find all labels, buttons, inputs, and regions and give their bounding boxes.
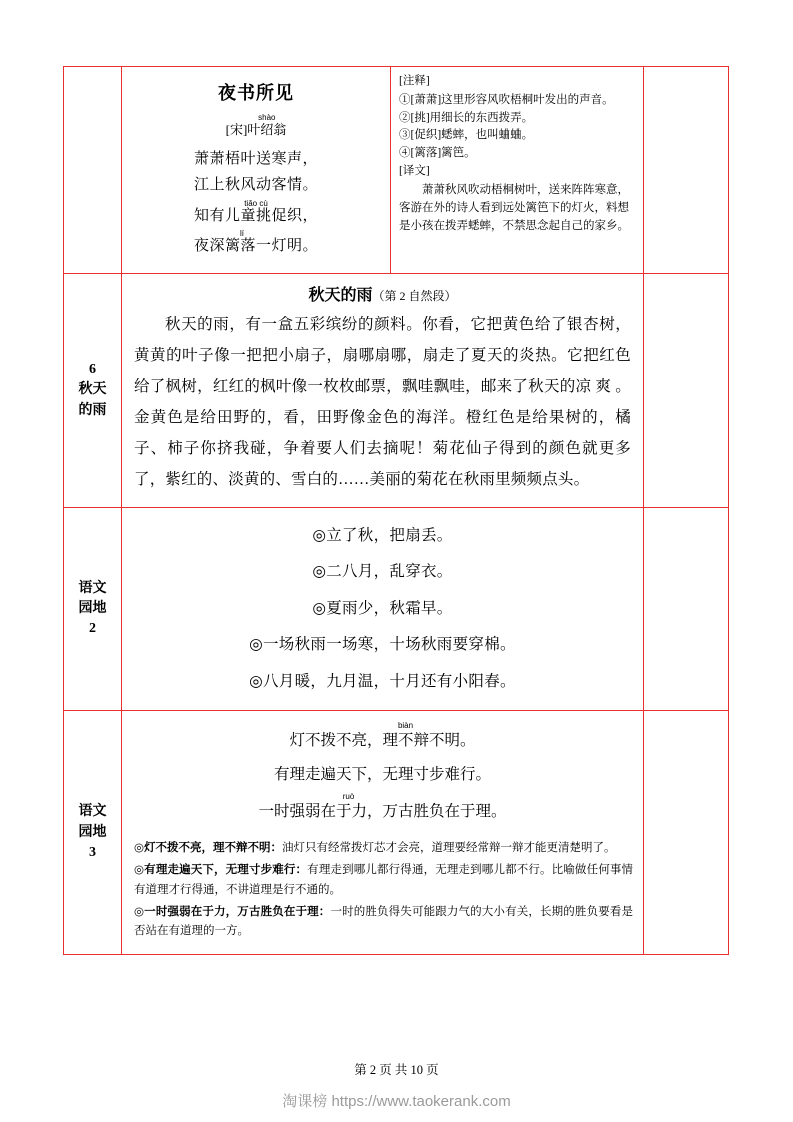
saying-line-with-pinyin: biàn 灯不拨不亮，理不辩不明。	[134, 721, 631, 758]
content-table	[63, 66, 729, 955]
proverb-line: ◎二八月，乱穿衣。	[312, 563, 453, 581]
row-label-line: 2	[89, 621, 96, 637]
explanation-item	[134, 903, 633, 943]
table-row	[64, 711, 729, 955]
table-row	[64, 67, 729, 274]
proverb-line: ◎一场秋雨一场寒，十场秋雨要穿棉。	[249, 636, 516, 654]
poem-line-with-pinyin: tiǎo cù 知有儿童挑促织，	[126, 199, 386, 229]
watermark: 淘课榜 https://www.taokerank.com	[282, 1093, 511, 1110]
saying-line-with-pinyin: ruò 一时强弱在于力，万古胜负在于理。	[134, 792, 631, 829]
poem-text-area	[122, 67, 390, 273]
autumn-rain-cell	[122, 274, 644, 508]
row-note-cell-1	[644, 67, 729, 274]
poem-line: 江上秋风动客情。	[193, 177, 318, 194]
pinyin-annotation: ruò	[342, 792, 355, 802]
row-note-cell-3	[644, 508, 729, 711]
row-label-line: 语文	[78, 580, 107, 596]
section-title-text: 秋天的雨	[308, 287, 373, 304]
poem-author-ruby: 绍shào	[258, 113, 276, 137]
proverb-line: ◎夏雨少，秋霜早。	[312, 599, 453, 617]
pinyin-annotation: lí	[240, 228, 244, 238]
explanation-head: ◎一时强弱在于力，万古胜负在于理：	[134, 905, 331, 918]
row-label-line: 园地	[78, 600, 107, 616]
saying-line: 有理走遍天下，无理寸步难行。	[273, 766, 491, 784]
row-label-line: 园地	[78, 824, 107, 840]
note-item: ①[萧萧]这里形容风吹梧桐叶发出的声音。	[399, 93, 614, 106]
note-item: ②[挑]用细长的东西拨弄。	[399, 111, 534, 124]
translation-text: 萧萧秋风吹动梧桐树叶，送来阵阵寒意，客游在外的诗人看到远处篱笆下的灯火，料想是小孩在拨弄蟋蟀，不禁思念起自己的家乡。	[399, 183, 629, 232]
explanation-item	[134, 839, 633, 859]
table-row	[64, 508, 729, 711]
explanation-text: 一时的胜负得失可能跟力气的大小有关，长期的胜负要看是否站在有道理的一方。	[134, 905, 633, 938]
notes-title: [注释]	[399, 75, 430, 87]
row-label-line: 6	[89, 362, 96, 378]
poem-cell	[122, 67, 644, 274]
explanation-head: ◎灯不拨不亮，理不辩不明：	[134, 842, 283, 855]
section-title	[134, 282, 631, 305]
proverb-line: ◎八月暖，九月温，十月还有小阳春。	[249, 672, 516, 690]
row-label-line: 的雨	[78, 402, 107, 418]
row-label-cell-2	[64, 274, 122, 508]
row-label-cell-3	[64, 508, 122, 711]
row-label-line: 秋天	[78, 382, 107, 398]
explanation-text: 有理走到哪儿都行得通，无理走到哪儿都不行。比喻做任何事情有道理才行得通，不讲道理是行不通的。	[134, 864, 633, 896]
section-subtitle: （第 2 自然段）	[372, 289, 457, 303]
proverb-line: ◎立了秋，把扇丢。	[312, 527, 453, 544]
note-item: ④[篱落]篱笆。	[399, 147, 476, 160]
pinyin-annotation: tiǎo cù	[244, 198, 268, 208]
poem-author-prefix: [宋]叶	[225, 122, 261, 137]
row-label-cell-1	[64, 67, 122, 274]
explanation-head: ◎有理走遍天下，无理寸步难行：	[134, 864, 308, 877]
row-label-line: 语文	[78, 804, 107, 820]
explanation-item	[134, 861, 633, 901]
row-note-cell-4	[644, 711, 729, 955]
poem-notes-area	[390, 67, 643, 273]
proverbs-cell	[122, 508, 644, 711]
row-note-cell-2	[644, 274, 729, 508]
explanation-text: 油灯只有经常拨灯芯才会亮，道理要经常辩一辩才能更清楚明了。	[282, 842, 616, 855]
sayings-cell	[122, 711, 644, 955]
pinyin-annotation: biàn	[397, 721, 414, 731]
passage-body: 秋天的雨，有一盒五彩缤纷的颜料。你看，它把黄色给了银杏树，黄黄的叶子像一把把小扇子，扇哪扇哪，扇走了夏天的炎热。它把红色给了枫树，红红的枫叶像一枚枚邮票，飘哇飘哇，邮来了秋天的凉 爽 。金黄色是给田野的，看，田野像金色的海洋。橙红色是给果树的，橘子、柿子你挤我碰，争着要人们去摘呢！菊花仙子得到的颜色就更多了，紫红的、淡黄的、雪白的……美丽的菊花在秋雨里频频点头。	[134, 316, 631, 488]
row-label-line: 3	[89, 844, 96, 860]
poem-author: [宋]叶绍shào翁	[225, 113, 287, 137]
poem-line-with-pinyin: lí 夜深篱落一灯明。	[126, 229, 386, 259]
table-row	[64, 274, 729, 508]
note-item: ③[促织]蟋蟀，也叫蛐蛐。	[399, 129, 534, 142]
poem-line: 萧萧梧叶送寒声，	[193, 151, 318, 167]
row-label-cell-4	[64, 711, 122, 955]
page-footer: 第 2 页 共 10 页	[354, 1063, 439, 1077]
sayings-explanations	[122, 837, 643, 954]
translation-title: [译文]	[399, 165, 430, 178]
poem-title: 夜书所见	[218, 83, 294, 103]
